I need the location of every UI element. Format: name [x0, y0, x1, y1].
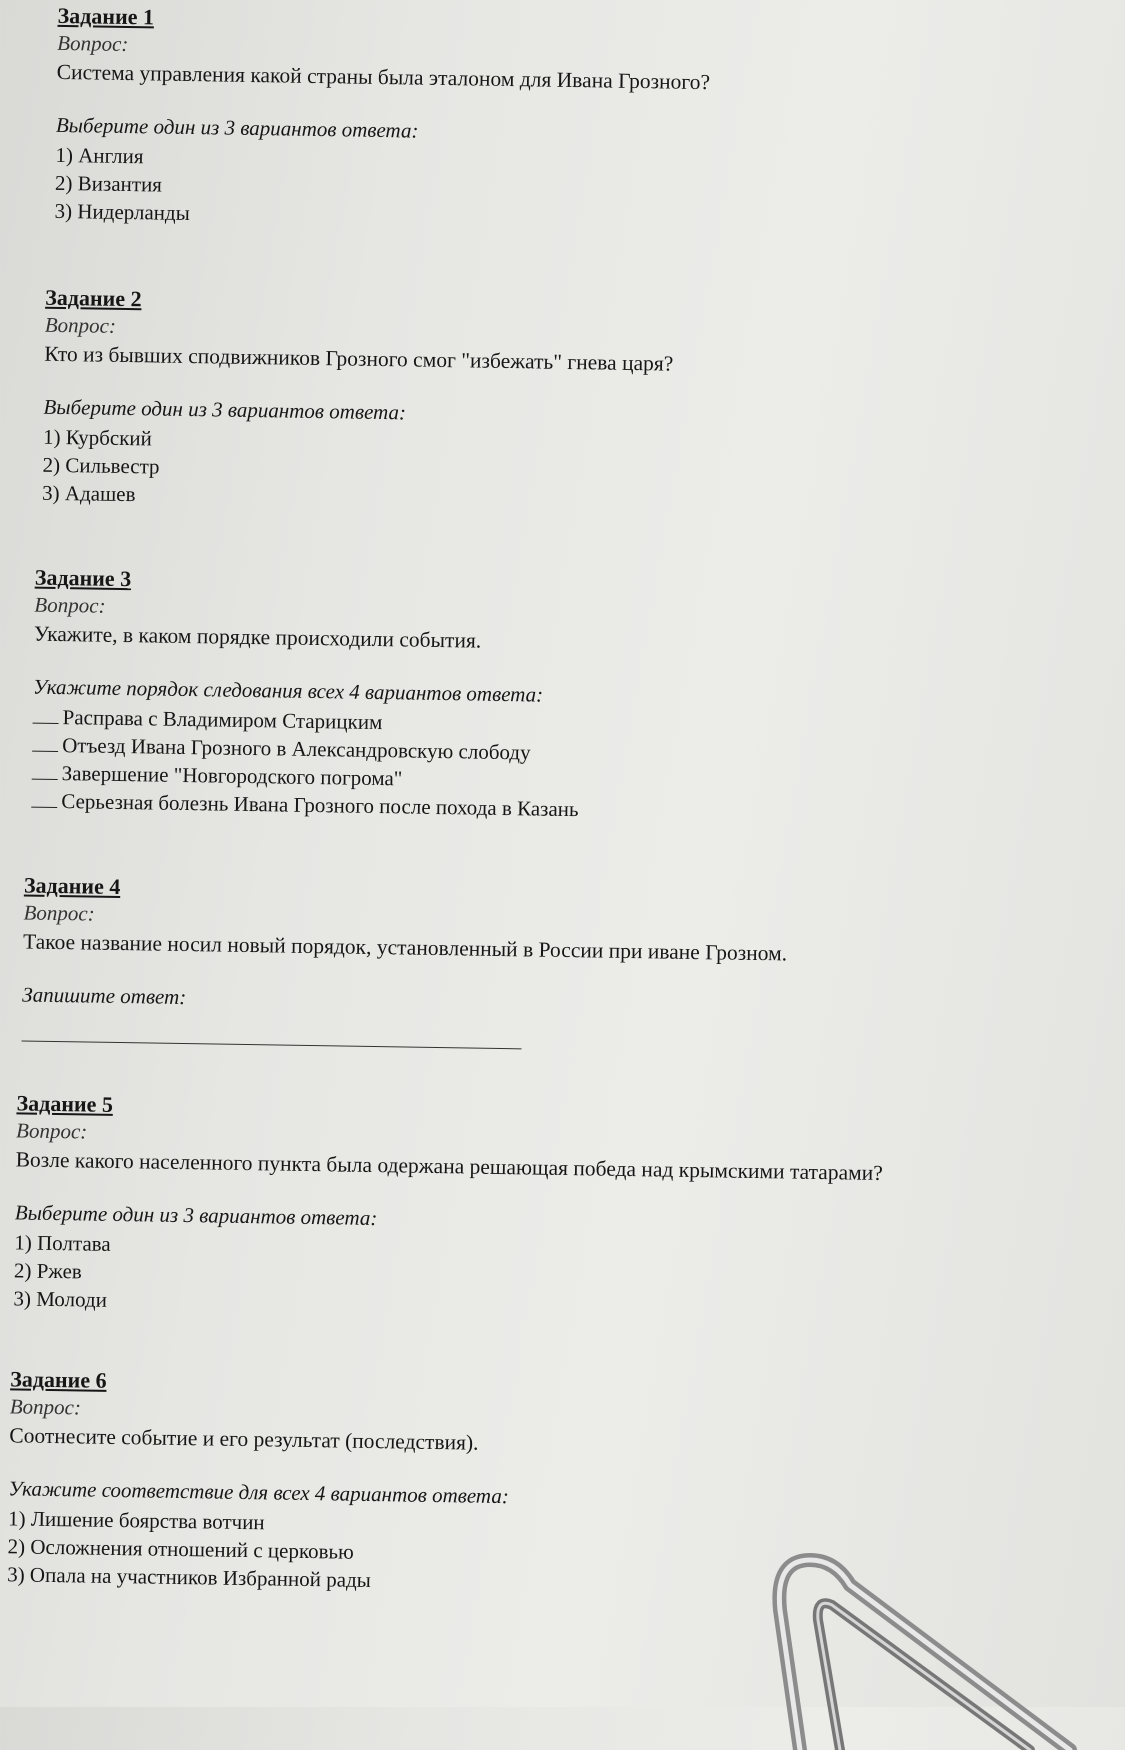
answer-option[interactable]: 2) Сильвестр	[42, 452, 160, 479]
instruction-text: Запишите ответ:	[22, 982, 187, 1010]
question-label: Вопрос:	[23, 900, 95, 926]
answer-option[interactable]: 3) Нидерланды	[54, 198, 190, 226]
question-label: Вопрос:	[44, 312, 117, 338]
answer-options	[42, 423, 1043, 523]
answer-option[interactable]: 1) Полтава	[14, 1230, 111, 1256]
instruction-text: Выберите один из 3 вариантов ответа:	[43, 394, 407, 425]
question-text: Возле какого населенного пункта была одержана решающая победа над крымскими татарами?	[15, 1147, 883, 1186]
question-label: Вопрос:	[15, 1118, 88, 1144]
matching-item[interactable]: 1) Лишение боярства вотчин	[7, 1506, 265, 1535]
ordering-options	[31, 703, 1033, 831]
order-blank[interactable]	[31, 787, 57, 808]
task-heading: Задание 2	[45, 284, 142, 312]
paper-clip-icon	[740, 1550, 1125, 1750]
task-heading: Задание 6	[10, 1366, 107, 1393]
answer-line[interactable]	[22, 1012, 522, 1049]
ordering-item-label: Серьезная болезнь Ивана Грозного после похода в Казань	[61, 789, 579, 822]
question-text: Система управления какой страны была эталоном для Ивана Грозного?	[56, 59, 711, 95]
task-heading: Задание 5	[16, 1090, 114, 1117]
instruction-text: Выберите один из 3 вариантов ответа:	[14, 1200, 378, 1231]
task-heading: Задание 4	[23, 872, 121, 899]
ordering-item-label: Отъезд Ивана Грозного в Александровскую слободу	[62, 733, 531, 765]
answer-option[interactable]: 2) Византия	[54, 170, 163, 197]
order-blank[interactable]	[33, 703, 59, 724]
question-text: Кто из бывших сподвижников Грозного смог "избежать" гнева царя?	[44, 341, 674, 376]
instruction-text: Укажите соответствие для всех 4 вариантов ответа:	[8, 1476, 509, 1509]
task-5	[13, 1090, 1016, 1328]
task-heading: Задание 3	[34, 564, 132, 592]
instruction-text: Выберите один из 3 вариантов ответа:	[55, 112, 419, 143]
matching-item[interactable]: 2) Осложнения отношений с церковью	[7, 1534, 354, 1564]
ordering-item-label: Завершение "Новгородского погрома"	[61, 761, 403, 791]
order-blank[interactable]	[32, 759, 58, 780]
question-label: Вопрос:	[9, 1394, 82, 1420]
instruction-text: Укажите порядок следования всех 4 вариантов ответа:	[32, 674, 544, 707]
question-label: Вопрос:	[57, 30, 129, 57]
question-text: Соотнесите событие и его результат (последствия).	[9, 1423, 479, 1455]
question-text: Такое название носил новый порядок, установленный в России при иване Грозном.	[22, 929, 788, 966]
question-label: Вопрос:	[34, 592, 106, 618]
order-blank[interactable]	[32, 731, 58, 752]
answer-option[interactable]: 1) Англия	[55, 142, 144, 169]
answer-option[interactable]: 3) Молоди	[13, 1286, 108, 1312]
task-1	[54, 3, 1057, 241]
ordering-item-label: Расправа с Владимиром Старицким	[62, 705, 383, 735]
answer-options	[54, 141, 1055, 241]
answer-option[interactable]: 1) Курбский	[42, 424, 153, 451]
task-heading: Задание 1	[57, 2, 155, 30]
matching-item[interactable]: 3) Опала на участников Избранной рады	[6, 1562, 372, 1593]
task-3	[31, 565, 1035, 831]
question-text: Укажите, в каком порядке происходили события.	[33, 621, 482, 653]
task-4	[22, 872, 1025, 1057]
answer-option[interactable]: 2) Ржев	[13, 1258, 83, 1284]
answer-options	[13, 1228, 1014, 1328]
answer-option[interactable]: 3) Адашев	[41, 480, 136, 507]
task-2	[42, 285, 1045, 523]
